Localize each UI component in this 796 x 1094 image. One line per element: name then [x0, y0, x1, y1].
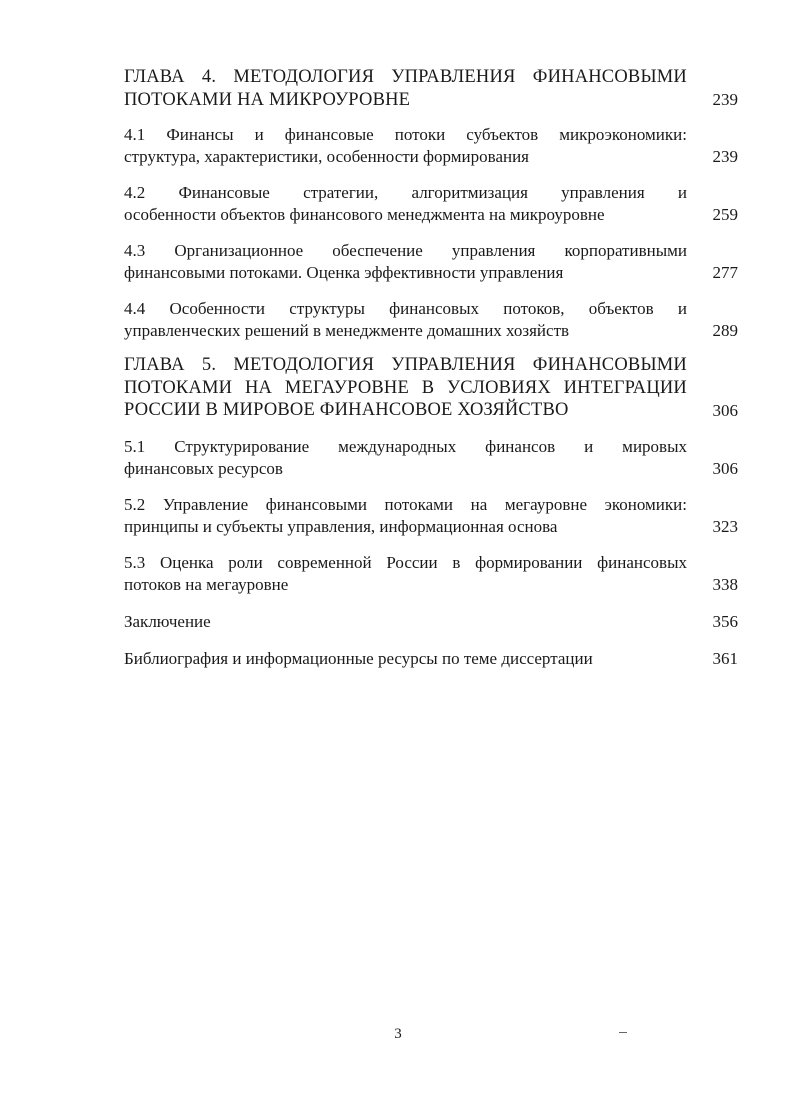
toc-section-5-3 — [124, 552, 738, 596]
toc-title-line: финансовых ресурсов — [124, 458, 283, 478]
toc-entry-title — [124, 552, 687, 596]
toc-title-line: 5.2 Управление финансовыми потоками на мегауровне экономики: — [124, 494, 687, 514]
toc-title-line: 4.2 Финансовые стратегии, алгоритмизация управления и — [124, 183, 687, 202]
toc-section-5-2 — [124, 494, 738, 538]
toc-page-number: 239 — [712, 90, 738, 109]
toc-entry-title — [124, 494, 687, 538]
table-of-contents — [124, 66, 738, 670]
toc-section-4-3 — [124, 240, 738, 284]
toc-title-line: особенности объектов финансового менеджмента на микроуровне — [124, 205, 605, 224]
toc-page-number: 239 — [712, 147, 738, 166]
scan-mark — [619, 1032, 627, 1033]
toc-page-number: 289 — [712, 321, 738, 340]
toc-bibliography — [124, 648, 738, 670]
toc-section-5-1 — [124, 436, 738, 480]
toc-title-line: структура, характеристики, особенности формирования — [124, 147, 530, 166]
toc-title-line: ГЛАВА 5. МЕТОДОЛОГИЯ УПРАВЛЕНИЯ ФИНАНСОВЫМИ — [124, 355, 687, 375]
toc-title-line: 4.4 Особенности структуры финансовых потоков, объектов и — [124, 299, 687, 318]
toc-title-line: потоков на мегауровне — [124, 574, 289, 594]
toc-page-number: 323 — [712, 516, 738, 536]
toc-title-line: финансовыми потоками. Оценка эффективности управления — [124, 263, 564, 282]
toc-title-line: РОССИИ В МИРОВОЕ ФИНАНСОВОЕ ХОЗЯЙСТВО — [124, 400, 569, 420]
page-number: 3 — [394, 1026, 402, 1042]
toc-title-line: 4.1 Финансы и финансовые потоки субъектов микроэкономики: — [124, 125, 687, 144]
toc-page-number: 338 — [712, 574, 738, 594]
toc-entry-title — [124, 436, 687, 480]
toc-entry-title — [124, 66, 687, 111]
toc-page-number: 361 — [712, 648, 738, 668]
toc-title-line: управленческих решений в менеджменте домашних хозяйств — [124, 321, 570, 340]
toc-section-4-4 — [124, 298, 738, 342]
toc-chapter-4 — [124, 66, 738, 111]
toc-section-4-2 — [124, 182, 738, 226]
toc-page-number: 277 — [712, 263, 738, 282]
toc-conclusion — [124, 611, 738, 633]
toc-entry-title: Библиография и информационные ресурсы по теме диссертации — [124, 648, 593, 668]
toc-section-4-1 — [124, 124, 738, 168]
toc-page-number: 306 — [712, 400, 738, 420]
toc-title-line: 5.3 Оценка роли современной России в формировании финансовых — [124, 552, 687, 572]
toc-entry-title — [124, 124, 687, 168]
toc-entry-title — [124, 240, 687, 284]
toc-title-line: ПОТОКАМИ НА МИКРОУРОВНЕ — [124, 89, 411, 110]
toc-title-line: ПОТОКАМИ НА МЕГАУРОВНЕ В УСЛОВИЯХ ИНТЕГРАЦИИ — [124, 377, 687, 398]
toc-page-number: 306 — [712, 458, 738, 478]
toc-entry-title — [124, 354, 687, 422]
toc-page-number: 259 — [712, 205, 738, 224]
toc-entry-title: Заключение — [124, 611, 211, 631]
toc-chapter-5 — [124, 354, 738, 422]
toc-entry-title — [124, 182, 687, 226]
toc-title-line: ГЛАВА 4. МЕТОДОЛОГИЯ УПРАВЛЕНИЯ ФИНАНСОВЫМИ — [124, 67, 687, 87]
toc-entry-title — [124, 298, 687, 342]
toc-page-number: 356 — [712, 611, 738, 631]
toc-title-line: 4.3 Организационное обеспечение управления корпоративными — [124, 241, 687, 260]
toc-title-line: 5.1 Структурирование международных финансов и мировых — [124, 436, 687, 456]
toc-title-line: принципы и субъекты управления, информационная основа — [124, 516, 558, 536]
